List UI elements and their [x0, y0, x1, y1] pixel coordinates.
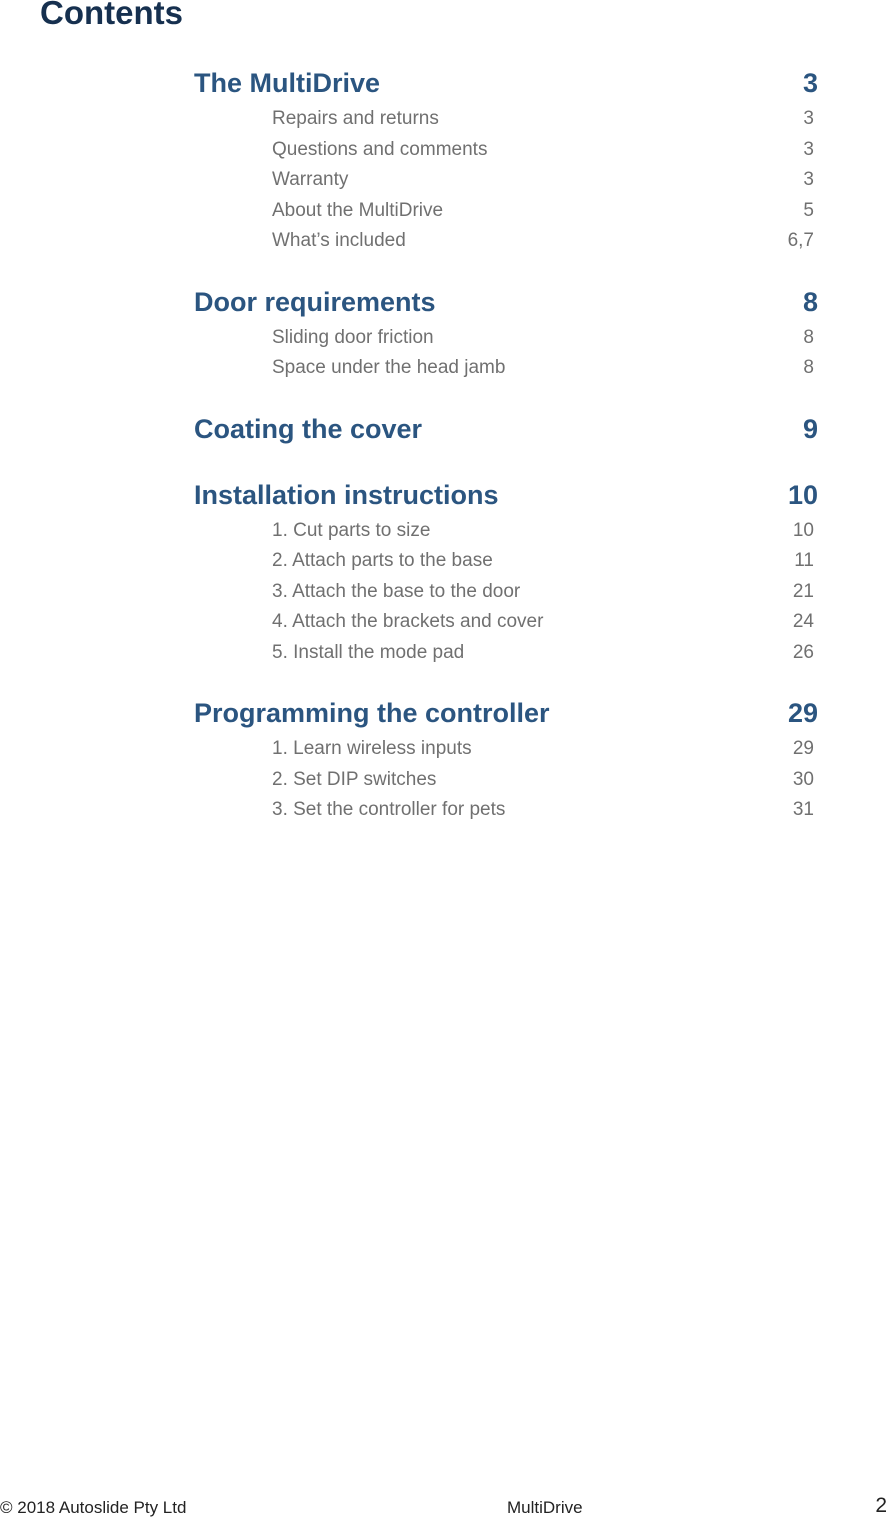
toc-entry[interactable]	[194, 106, 824, 137]
entry-label: 2. Set DIP switches	[272, 768, 437, 790]
entry-page-number: 29	[792, 738, 814, 759]
toc-entry[interactable]	[194, 797, 824, 828]
entry-page-number: 11	[794, 550, 814, 571]
toc-entry[interactable]	[194, 228, 824, 259]
toc-entry[interactable]	[194, 640, 824, 671]
entry-label: About the MultiDrive	[272, 199, 444, 221]
footer-product-name: MultiDrive	[507, 1498, 583, 1517]
toc-entry[interactable]	[194, 609, 824, 640]
toc-entry[interactable]	[194, 137, 824, 168]
toc-section	[194, 283, 824, 386]
section-page-number: 8	[802, 286, 818, 317]
entry-page-number: 21	[792, 580, 814, 602]
table-of-contents	[194, 64, 824, 852]
entry-label: Questions and comments	[272, 138, 488, 160]
entry-page-number: 31	[792, 799, 814, 820]
toc-section-heading[interactable]	[194, 64, 824, 106]
toc-entry[interactable]	[194, 736, 824, 767]
section-page-number: 3	[802, 68, 818, 98]
toc-section-heading[interactable]	[194, 476, 824, 518]
entry-label: What’s included	[272, 230, 406, 251]
entry-label: 1. Learn wireless inputs	[272, 738, 472, 759]
page-title: Contents	[40, 0, 183, 31]
entry-label: Repairs and returns	[272, 108, 439, 129]
section-page-number: 10	[787, 479, 818, 510]
entry-page-number: 6,7	[787, 230, 814, 251]
entry-label: 5. Install the mode pad	[272, 641, 465, 663]
toc-entry[interactable]	[194, 355, 824, 386]
entry-page-number: 8	[803, 357, 814, 378]
toc-section-heading[interactable]	[194, 694, 824, 736]
toc-section	[194, 476, 824, 671]
entry-label: Space under the head jamb	[272, 357, 506, 378]
section-title: Door requirements	[194, 286, 436, 317]
entry-page-number: 3	[803, 169, 814, 190]
entry-label: 4. Attach the brackets and cover	[272, 611, 544, 632]
section-title: The MultiDrive	[194, 68, 381, 98]
entry-page-number: 3	[803, 138, 814, 160]
entry-label: 3. Attach the base to the door	[272, 580, 521, 602]
section-page-number: 9	[802, 413, 818, 444]
section-title: Installation instructions	[194, 479, 499, 510]
entry-page-number: 8	[803, 326, 814, 348]
toc-section-heading[interactable]	[194, 283, 824, 325]
entry-page-number: 24	[792, 611, 814, 632]
entry-page-number: 10	[792, 519, 814, 541]
section-page-number: 29	[787, 698, 818, 728]
entry-page-number: 30	[792, 768, 814, 790]
toc-entry[interactable]	[194, 518, 824, 549]
section-title: Coating the cover	[194, 413, 423, 444]
toc-entry[interactable]	[194, 198, 824, 229]
section-title: Programming the controller	[194, 698, 550, 728]
toc-entry[interactable]	[194, 167, 824, 198]
entry-label: 2. Attach parts to the base	[272, 550, 493, 571]
toc-section	[194, 410, 824, 452]
toc-entry[interactable]	[194, 579, 824, 610]
entry-page-number: 5	[803, 199, 814, 221]
entry-label: Sliding door friction	[272, 326, 434, 348]
entry-label: Warranty	[272, 169, 349, 190]
entry-label: 3. Set the controller for pets	[272, 799, 506, 820]
entry-label: 1. Cut parts to size	[272, 519, 431, 541]
toc-entry[interactable]	[194, 325, 824, 356]
toc-section	[194, 694, 824, 828]
toc-section	[194, 64, 824, 259]
footer-page-number: 2	[875, 1494, 887, 1517]
toc-section-heading[interactable]	[194, 410, 824, 452]
toc-entry[interactable]	[194, 767, 824, 798]
entry-page-number: 26	[792, 641, 814, 663]
footer-copyright: © 2018 Autoslide Pty Ltd	[0, 1498, 187, 1517]
toc-entry[interactable]	[194, 548, 824, 579]
entry-page-number: 3	[803, 108, 814, 129]
